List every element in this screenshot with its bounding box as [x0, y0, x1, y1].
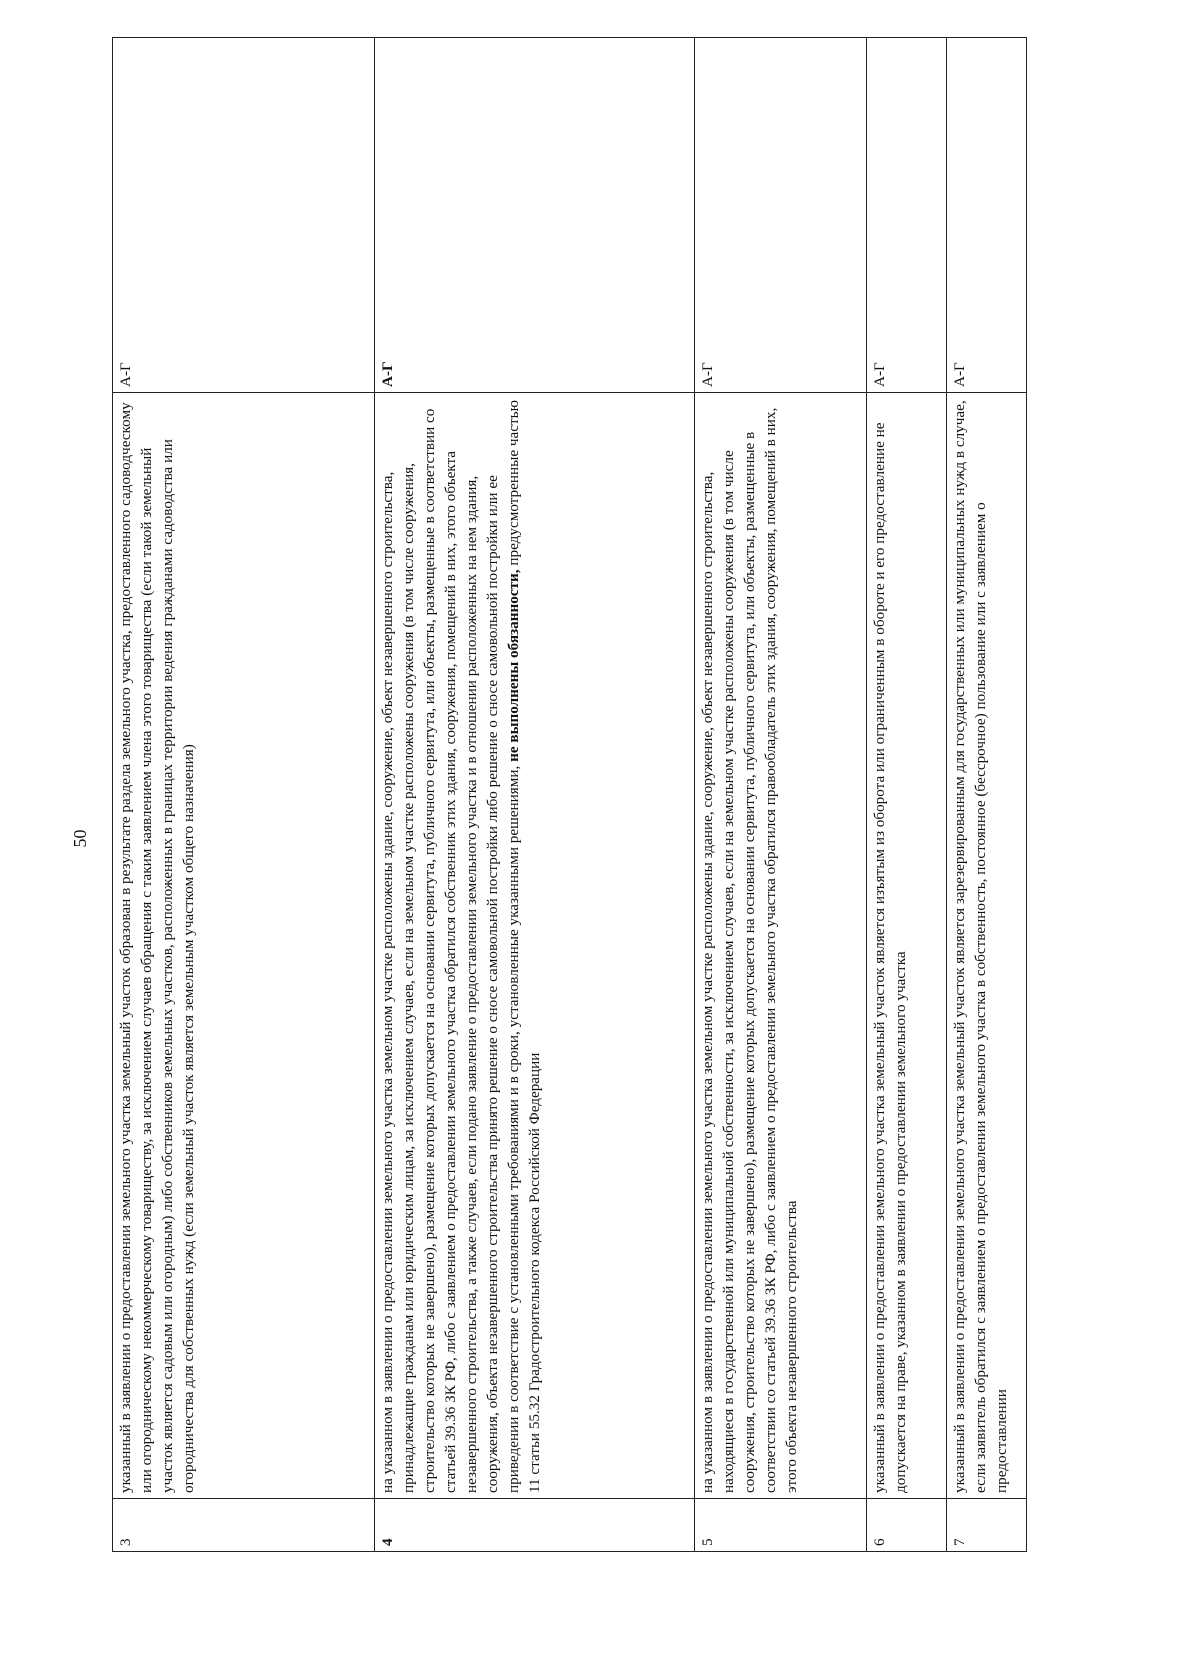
page-number: 50	[70, 829, 90, 848]
table-row	[113, 38, 375, 1552]
row-text: указанный в заявлении о предоставлении земельного участка земельный участок является зарезервированным для государственных или муниципальных нужд в случае, если заявитель обратился с заявлением о предоставлении земельного участка в собственность, постоянное (бессрочное) пользование или с заявлением о предоставлении	[947, 393, 1027, 1499]
row-text-bold: не выполнены обязанности,	[505, 569, 522, 766]
row-code: А-Г	[947, 38, 1027, 393]
row-number: 7	[947, 1499, 1027, 1552]
row-number: 4	[375, 1499, 695, 1552]
row-text-main: на указанном в заявлении о предоставлении земельного участка земельном участке расположены здание, сооружение, объект незавершенного строительства, принадлежащие гражданам или юридическим лицам, за исключением случаев, если на земельном участке расположены сооружения (в том числе сооружения, строительство которых не завершено), размещение которых допускается на основании сервитута, публичного сервитута, или объекты, размещенные в соответствии со статьей 39.36 ЗК РФ, либо с заявлением о предоставлении земельного участка обратился собственник этих здания, сооружения, помещений в них, этого объекта незавершенного строительства, а также случаев, если подано заявление о предоставлении земельного участка и в отношении расположенных на нем здания, сооружения, объекта незавершенного строительства принято решение о сносе самовольной постройки либо решение о сносе самовольной постройки или ее приведении в соответствие с установленными требованиями и в сроки, установленные указанными решениями,	[379, 408, 522, 1493]
table-row	[695, 38, 867, 1552]
row-text: на указанном в заявлении о предоставлении земельного участка земельном участке расположены здание, сооружение, объект незавершенного строительства, находящиеся в государственной или муниципальной собственности, за исключением случаев, если на земельном участке расположены сооружения (в том числе сооружения, строительство которых не завершено), размещение которых допускается на основании сервитута, публичного сервитута, или объекты, размещенные в соответствии со статьей 39.36 ЗК РФ, либо с заявлением о предоставлении земельного участка обратился правообладатель этих здания, сооружения, помещений в них, этого объекта незавершенного строительства	[695, 393, 867, 1499]
row-code: А-Г	[867, 38, 947, 393]
row-text: указанный в заявлении о предоставлении земельного участка земельный участок образован в результате раздела земельного участка, предоставленного садоводческому или огородническому некоммерческому товариществу, за исключением случаев обращения с таким заявлением члена этого товарищества (если такой земельный участок является садовым или огородным) либо собственников земельных участков, расположенных в границах территории ведения гражданами садоводства или огородничества для собственных нужд (если земельный участок является земельным участком общего назначения)	[113, 393, 375, 1499]
row-number: 5	[695, 1499, 867, 1552]
row-number: 3	[113, 1499, 375, 1552]
row-code: А-Г	[113, 38, 375, 393]
row-text: указанный в заявлении о предоставлении земельного участка земельный участок является изъятым из оборота или ограниченным в обороте и его предоставление не допускается на праве, указанном в заявлении о предоставлении земельного участка	[867, 393, 947, 1499]
row-code: А-Г	[375, 38, 695, 393]
grounds-table	[112, 37, 1027, 1552]
table-row	[867, 38, 947, 1552]
row-number: 6	[867, 1499, 947, 1552]
table-row	[947, 38, 1027, 1552]
row-code: А-Г	[695, 38, 867, 393]
row-text-tail: предусмотренные частью 11 статьи 55.32 Градостроительного кодекса Российской Федерации	[505, 400, 543, 1493]
row-text	[375, 393, 695, 1499]
table-row	[375, 38, 695, 1552]
